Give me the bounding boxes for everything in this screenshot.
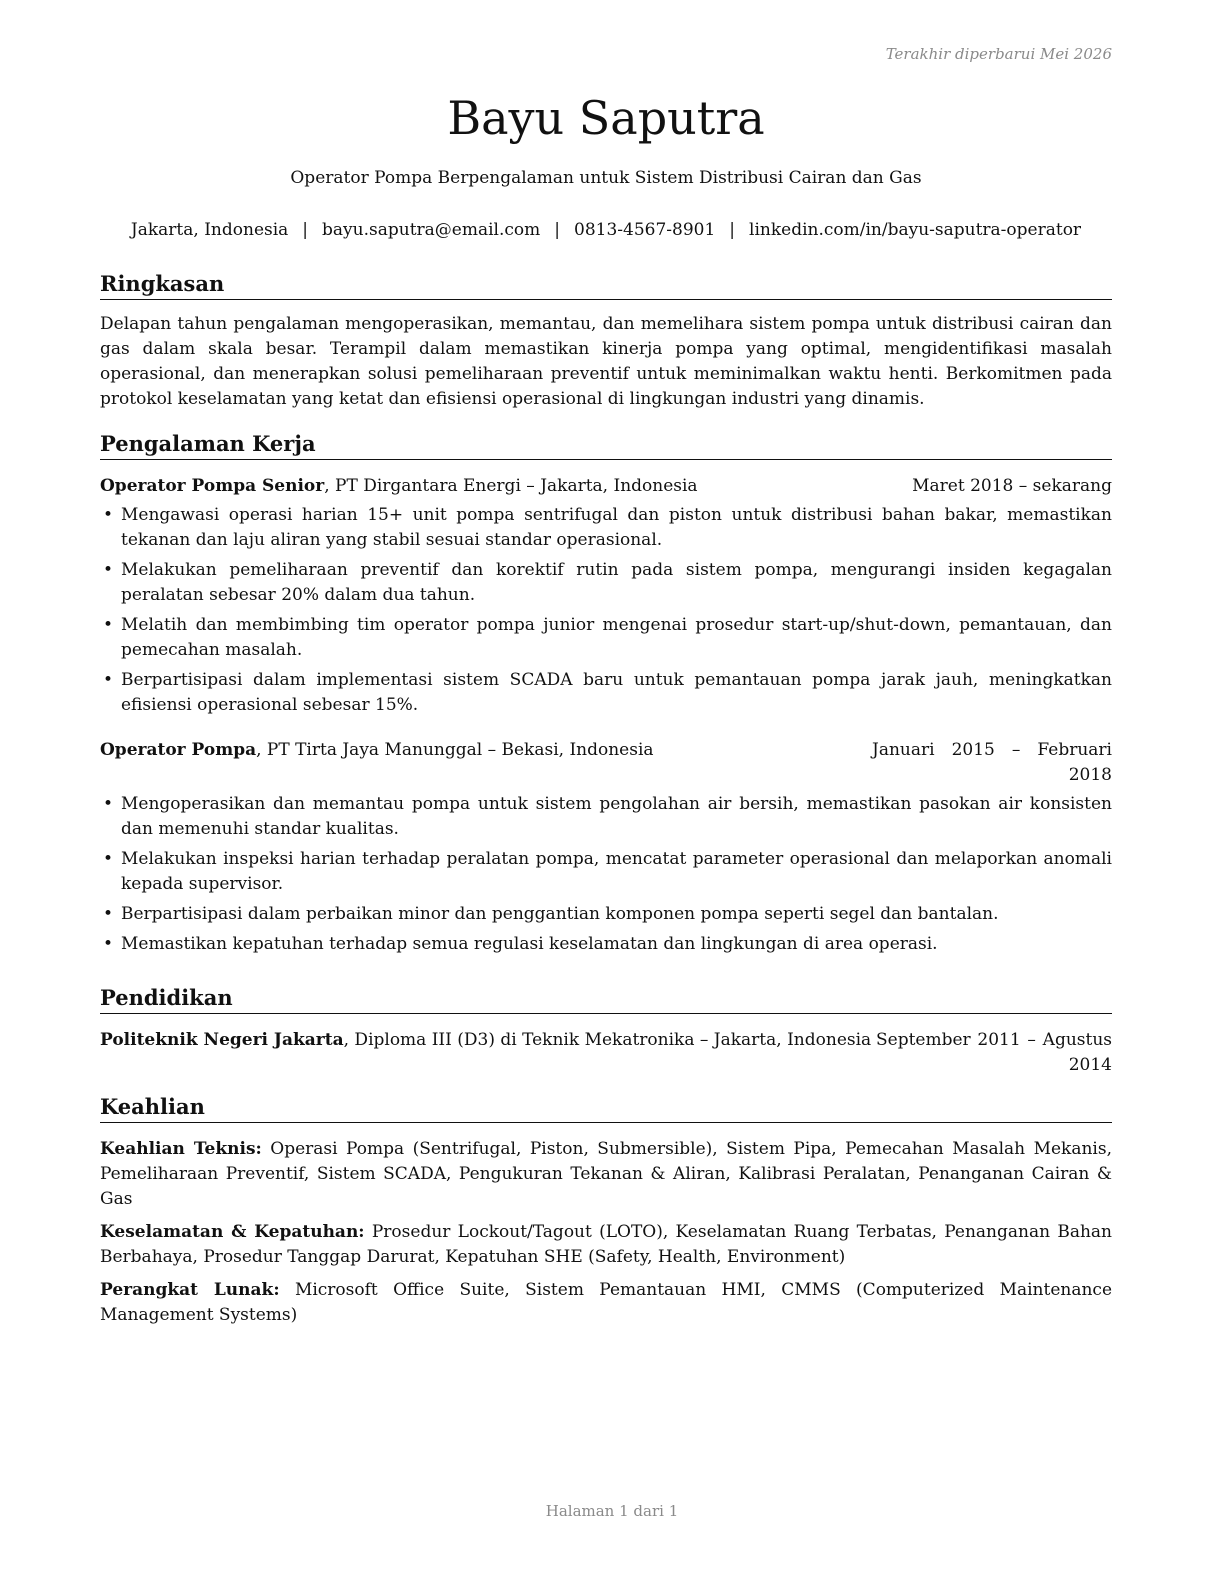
contact-line bbox=[100, 220, 1112, 240]
job-dates: Maret 2018 – sekarang bbox=[912, 476, 1112, 496]
contact-email[interactable]: bayu.saputra@email.com bbox=[322, 220, 541, 240]
contact-phone: 0813-4567-8901 bbox=[574, 220, 716, 240]
job-dates: Januari 2015 – Februari 2018 bbox=[872, 740, 1112, 785]
skill-group-text: Microsoft Office Suite, Sistem Pemantauan HMI, CMMS (Computerized Maintenance Management Systems) bbox=[100, 1280, 1112, 1325]
headline: Operator Pompa Berpengalaman untuk Sistem Distribusi Cairan dan Gas bbox=[290, 168, 922, 188]
education-dates: September 2011 – Agustus 2014 bbox=[876, 1030, 1112, 1075]
skill-group-label: Keselamatan & Kepatuhan: bbox=[100, 1222, 365, 1242]
section-title-education: Pendidikan bbox=[100, 984, 1112, 1014]
education-section bbox=[100, 984, 1112, 1078]
bullet-text: Melakukan pemeliharaan preventif dan korektif rutin pada sistem pompa, mengurangi insiden kegagalan peralatan sebesar 20% dalam dua tahun. bbox=[121, 560, 1112, 605]
job-company: , PT Tirta Jaya Manunggal – Bekasi, Indonesia bbox=[256, 740, 654, 760]
job-entry bbox=[100, 738, 1112, 957]
contact-separator: | bbox=[302, 220, 309, 240]
bullet-icon: • bbox=[103, 505, 114, 525]
job-header bbox=[100, 474, 1112, 499]
education-degree: , Diploma III (D3) di Teknik Mekatronika – Jakarta, Indonesia bbox=[343, 1030, 872, 1050]
last-updated-note: Terakhir diperbarui Mei 2026 bbox=[885, 45, 1112, 63]
bullet-text: Melatih dan membimbing tim operator pompa junior mengenai prosedur start-up/shut-down, pemantauan, dan pemecahan masalah. bbox=[121, 615, 1112, 660]
job-role: Operator Pompa bbox=[100, 740, 257, 760]
page-footer: Halaman 1 dari 1 bbox=[545, 1502, 679, 1520]
list-item bbox=[100, 792, 1112, 842]
job-role: Operator Pompa Senior bbox=[100, 476, 325, 496]
candidate-name: Bayu Saputra bbox=[447, 91, 765, 145]
section-title-skills: Keahlian bbox=[100, 1093, 1112, 1123]
job-entry bbox=[100, 474, 1112, 718]
bullet-icon: • bbox=[103, 670, 114, 690]
job-bullets bbox=[100, 792, 1112, 957]
skill-group-text: Operasi Pompa (Sentrifugal, Piston, Submersible), Sistem Pipa, Pemecahan Masalah Mekanis, Pemeliharaan Preventif, Sistem SCADA, Pengukuran Tekanan & Aliran, Kalibrasi Peralatan, Penanganan Cairan & Gas bbox=[100, 1139, 1112, 1209]
list-item bbox=[100, 558, 1112, 608]
skill-group-label: Perangkat Lunak: bbox=[100, 1280, 280, 1300]
list-item bbox=[100, 932, 1112, 957]
contact-separator: | bbox=[729, 220, 736, 240]
education-school: Politeknik Negeri Jakarta bbox=[100, 1030, 344, 1050]
bullet-text: Berpartisipasi dalam perbaikan minor dan penggantian komponen pompa seperti segel dan bantalan. bbox=[121, 904, 999, 924]
contact-location: Jakarta, Indonesia bbox=[130, 220, 289, 240]
list-item bbox=[100, 503, 1112, 553]
skill-group-label: Keahlian Teknis: bbox=[100, 1139, 262, 1159]
list-item bbox=[100, 613, 1112, 663]
section-title-summary: Ringkasan bbox=[100, 270, 1112, 300]
skills-section bbox=[100, 1093, 1112, 1336]
bullet-text: Berpartisipasi dalam implementasi sistem SCADA baru untuk pemantauan pompa jarak jauh, meningkatkan efisiensi operasional sebesar 15%. bbox=[121, 670, 1112, 715]
summary-section bbox=[100, 270, 1112, 412]
bullet-text: Mengawasi operasi harian 15+ unit pompa sentrifugal dan piston untuk distribusi bahan bakar, memastikan tekanan dan laju aliran yang stabil sesuai standar operasional. bbox=[121, 505, 1112, 550]
contact-linkedin[interactable]: linkedin.com/in/bayu-saputra-operator bbox=[749, 220, 1082, 240]
education-entry bbox=[100, 1028, 1112, 1078]
skill-group bbox=[100, 1220, 1112, 1270]
job-company: , PT Dirgantara Energi – Jakarta, Indonesia bbox=[324, 476, 698, 496]
skill-group bbox=[100, 1137, 1112, 1212]
list-item bbox=[100, 668, 1112, 718]
bullet-icon: • bbox=[103, 849, 114, 869]
bullet-icon: • bbox=[103, 560, 114, 580]
bullet-text: Melakukan inspeksi harian terhadap peralatan pompa, mencatat parameter operasional dan melaporkan anomali kepada supervisor. bbox=[121, 849, 1112, 894]
bullet-text: Memastikan kepatuhan terhadap semua regulasi keselamatan dan lingkungan di area operasi. bbox=[121, 934, 938, 954]
section-title-experience: Pengalaman Kerja bbox=[100, 430, 1112, 460]
bullet-icon: • bbox=[103, 615, 114, 635]
list-item bbox=[100, 902, 1112, 927]
bullet-icon: • bbox=[103, 904, 114, 924]
summary-text: Delapan tahun pengalaman mengoperasikan, memantau, dan memelihara sistem pompa untuk distribusi cairan dan gas dalam skala besar. Terampil dalam memastikan kinerja pompa yang optimal, mengidentifikasi masalah operasional, dan menerapkan solusi pemeliharaan preventif untuk meminimalkan waktu henti. Berkomitmen pada protokol keselamatan yang ketat dan efisiensi operasional di lingkungan industri yang dinamis. bbox=[100, 314, 1112, 409]
experience-section bbox=[100, 430, 1112, 962]
skill-group-text: Prosedur Lockout/Tagout (LOTO), Keselamatan Ruang Terbatas, Penanganan Bahan Berbahaya, Prosedur Tanggap Darurat, Kepatuhan SHE (Safety, Health, Environment) bbox=[100, 1222, 1112, 1267]
contact-separator: | bbox=[554, 220, 560, 240]
job-header bbox=[100, 738, 1112, 788]
skill-group bbox=[100, 1278, 1112, 1328]
list-item bbox=[100, 847, 1112, 897]
bullet-icon: • bbox=[103, 794, 114, 814]
bullet-text: Mengoperasikan dan memantau pompa untuk sistem pengolahan air bersih, memastikan pasokan air konsisten dan memenuhi standar kualitas. bbox=[121, 794, 1112, 839]
bullet-icon: • bbox=[103, 934, 114, 954]
job-bullets bbox=[100, 503, 1112, 718]
